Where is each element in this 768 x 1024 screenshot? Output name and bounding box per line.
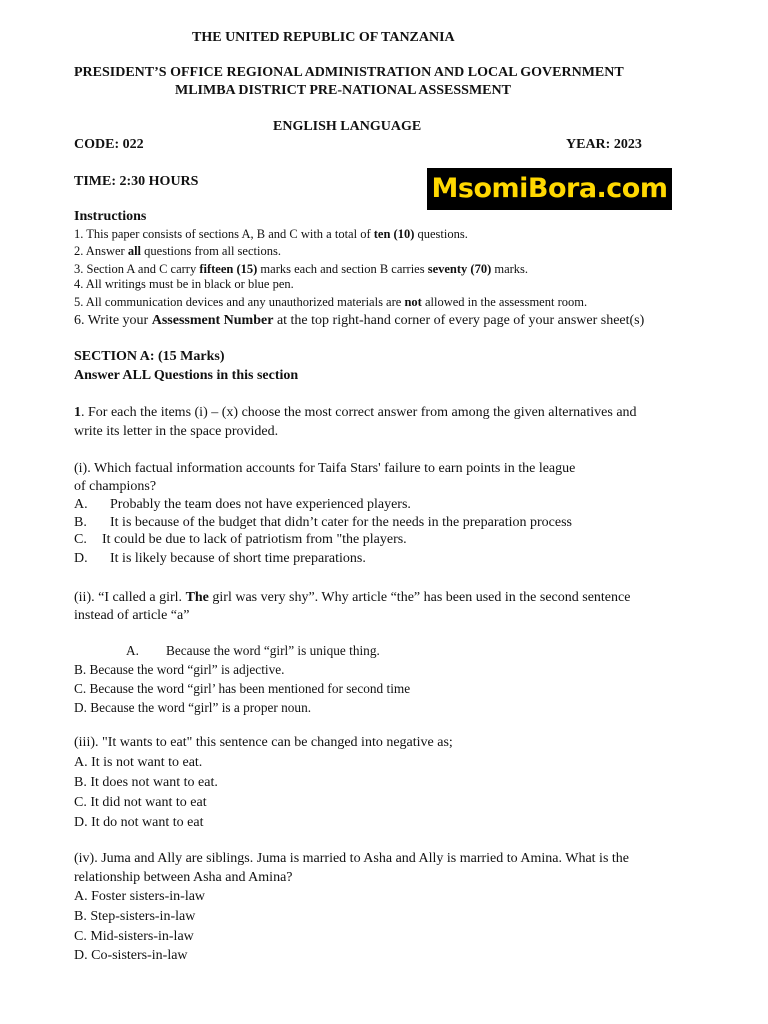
instructions-title: Instructions — [74, 209, 147, 224]
question-i-option-a-letter: A. — [74, 497, 88, 512]
instruction-6: 6. Write your Assessment Number at the top right-hand corner of every page of your answer sheet(s) — [74, 313, 645, 328]
instruction-3: 3. Section A and C carry fifteen (15) marks each and section B carries seventy (70) marks. — [74, 262, 529, 276]
instruction-1: 1. This paper consists of sections A, B and C with a total of ten (10) questions. — [74, 227, 468, 241]
question-ii-option-d: D. Because the word “girl” is a proper noun. — [74, 700, 312, 715]
paper-code: CODE: 022 — [74, 137, 144, 152]
question-1-line-2: write its letter in the space provided. — [74, 424, 279, 439]
question-i-option-d-letter: D. — [74, 551, 88, 566]
question-i-option-a: Probably the team does not have experienced players. — [110, 497, 411, 512]
question-ii-option-b: B. Because the word “girl” is adjective. — [74, 662, 285, 677]
subject-heading: ENGLISH LANGUAGE — [273, 119, 422, 134]
question-i-option-b: It is because of the budget that didn’t cater for the needs in the preparation process — [110, 515, 572, 530]
district-heading: MLIMBA DISTRICT PRE-NATIONAL ASSESSMENT — [175, 83, 511, 98]
question-i-option-c-letter: C. — [74, 532, 87, 547]
question-iv-option-b: B. Step-sisters-in-law — [74, 909, 196, 924]
section-a-title: SECTION A: (15 Marks) — [74, 349, 225, 364]
question-i-stem-1: (i). Which factual information accounts for Taifa Stars' failure to earn points in the league — [74, 461, 576, 476]
question-ii-option-a: Because the word “girl” is unique thing. — [166, 643, 380, 658]
question-iv-stem-1: (iv). Juma and Ally are siblings. Juma is married to Asha and Ally is married to Amina. What is the — [74, 851, 629, 866]
question-iii-option-c: C. It did not want to eat — [74, 795, 207, 810]
question-iii-stem: (iii). "It wants to eat" this sentence can be changed into negative as; — [74, 735, 453, 750]
country-heading: THE UNITED REPUBLIC OF TANZANIA — [192, 30, 455, 45]
question-iii-option-d: D. It do not want to eat — [74, 815, 204, 830]
question-ii-stem-1: (ii). “I called a girl. The girl was very shy”. Why article “the” has been used in the second sentence — [74, 590, 631, 605]
question-iv-option-a: A. Foster sisters-in-law — [74, 889, 206, 904]
exam-duration: TIME: 2:30 HOURS — [74, 174, 199, 189]
question-i-option-d: It is likely because of short time preparations. — [110, 551, 366, 566]
question-i-option-c: It could be due to lack of patriotism from "the players. — [102, 532, 407, 547]
question-i-stem-2: of champions? — [74, 479, 157, 494]
question-iii-option-a: A. It is not want to eat. — [74, 755, 203, 770]
question-iii-option-b: B. It does not want to eat. — [74, 775, 218, 790]
msomibora-logo: MsomiBora.com — [427, 168, 672, 210]
instruction-2: 2. Answer all questions from all sections. — [74, 244, 281, 258]
question-iv-option-d: D. Co-sisters-in-law — [74, 948, 188, 963]
question-iv-stem-2: relationship between Asha and Amina? — [74, 870, 293, 885]
office-heading: PRESIDENT’S OFFICE REGIONAL ADMINISTRATION AND LOCAL GOVERNMENT — [74, 65, 624, 80]
question-i-option-b-letter: B. — [74, 515, 87, 530]
instruction-4: 4. All writings must be in black or blue pen. — [74, 277, 294, 291]
question-1-line-1: 1. For each the items (i) – (x) choose the most correct answer from among the given alternatives and — [74, 405, 637, 420]
question-ii-option-a-letter: A. — [126, 643, 139, 658]
exam-year: YEAR: 2023 — [566, 137, 642, 152]
question-ii-stem-2: instead of article “a” — [74, 608, 190, 623]
instruction-5: 5. All communication devices and any unauthorized materials are not allowed in the assessment room. — [74, 295, 588, 309]
question-ii-option-c: C. Because the word “girl’ has been mentioned for second time — [74, 681, 411, 696]
section-a-subtitle: Answer ALL Questions in this section — [74, 368, 299, 383]
question-iv-option-c: C. Mid-sisters-in-law — [74, 929, 194, 944]
